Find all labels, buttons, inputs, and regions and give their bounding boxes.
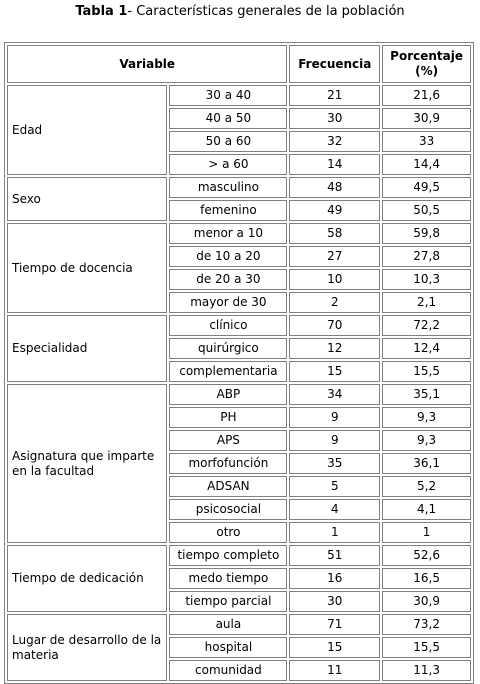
frequency-cell: 10	[289, 269, 380, 290]
category-cell: psicosocial	[169, 499, 287, 520]
category-cell: ABP	[169, 384, 287, 405]
category-cell: > a 60	[169, 154, 287, 175]
percentage-cell: 9,3	[382, 407, 471, 428]
header-variable: Variable	[7, 45, 287, 83]
frequency-cell: 32	[289, 131, 380, 152]
percentage-cell: 30,9	[382, 108, 471, 129]
category-cell: PH	[169, 407, 287, 428]
frequency-cell: 51	[289, 545, 380, 566]
category-cell: comunidad	[169, 660, 287, 681]
frequency-cell: 14	[289, 154, 380, 175]
frequency-cell: 58	[289, 223, 380, 244]
frequency-cell: 34	[289, 384, 380, 405]
table-row	[7, 223, 471, 244]
category-cell: 30 a 40	[169, 85, 287, 106]
category-cell: complementaria	[169, 361, 287, 382]
caption-label: Tabla 1	[75, 4, 128, 19]
percentage-cell: 33	[382, 131, 471, 152]
percentage-cell: 35,1	[382, 384, 471, 405]
table-row	[7, 545, 471, 566]
frequency-cell: 9	[289, 407, 380, 428]
category-cell: APS	[169, 430, 287, 451]
frequency-cell: 4	[289, 499, 380, 520]
category-cell: tiempo parcial	[169, 591, 287, 612]
frequency-cell: 70	[289, 315, 380, 336]
category-cell: femenino	[169, 200, 287, 221]
frequency-cell: 48	[289, 177, 380, 198]
table-body	[7, 85, 471, 681]
percentage-cell: 10,3	[382, 269, 471, 290]
group-name-cell: Sexo	[7, 177, 167, 221]
table-row	[7, 177, 471, 198]
percentage-cell: 36,1	[382, 453, 471, 474]
percentage-cell: 14,4	[382, 154, 471, 175]
table-row	[7, 384, 471, 405]
percentage-cell: 15,5	[382, 637, 471, 658]
percentage-cell: 9,3	[382, 430, 471, 451]
percentage-cell: 59,8	[382, 223, 471, 244]
category-cell: de 10 a 20	[169, 246, 287, 267]
header-porcentaje: Porcentaje (%)	[382, 45, 471, 83]
percentage-cell: 30,9	[382, 591, 471, 612]
frequency-cell: 9	[289, 430, 380, 451]
caption-text: - Características generales de la población	[127, 4, 405, 19]
table-row	[7, 614, 471, 635]
table-row	[7, 85, 471, 106]
category-cell: de 20 a 30	[169, 269, 287, 290]
group-name-cell: Especialidad	[7, 315, 167, 382]
frequency-cell: 15	[289, 637, 380, 658]
category-cell: clínico	[169, 315, 287, 336]
category-cell: 40 a 50	[169, 108, 287, 129]
header-row	[7, 45, 471, 83]
frequency-cell: 30	[289, 108, 380, 129]
category-cell: medo tiempo	[169, 568, 287, 589]
table-caption	[0, 4, 480, 20]
frequency-cell: 5	[289, 476, 380, 497]
group-name-cell: Tiempo de dedicación	[7, 545, 167, 612]
category-cell: morfofunción	[169, 453, 287, 474]
category-cell: 50 a 60	[169, 131, 287, 152]
category-cell: hospital	[169, 637, 287, 658]
group-name-cell: Edad	[7, 85, 167, 175]
percentage-cell: 72,2	[382, 315, 471, 336]
percentage-cell: 21,6	[382, 85, 471, 106]
percentage-cell: 12,4	[382, 338, 471, 359]
frequency-cell: 71	[289, 614, 380, 635]
frequency-cell: 12	[289, 338, 380, 359]
category-cell: aula	[169, 614, 287, 635]
frequency-cell: 11	[289, 660, 380, 681]
category-cell: otro	[169, 522, 287, 543]
percentage-cell: 15,5	[382, 361, 471, 382]
category-cell: ADSAN	[169, 476, 287, 497]
frequency-cell: 16	[289, 568, 380, 589]
percentage-cell: 11,3	[382, 660, 471, 681]
percentage-cell: 2,1	[382, 292, 471, 313]
percentage-cell: 16,5	[382, 568, 471, 589]
percentage-cell: 50,5	[382, 200, 471, 221]
header-frecuencia: Frecuencia	[289, 45, 380, 83]
percentage-cell: 49,5	[382, 177, 471, 198]
percentage-cell: 4,1	[382, 499, 471, 520]
frequency-cell: 27	[289, 246, 380, 267]
group-name-cell: Tiempo de docencia	[7, 223, 167, 313]
group-name-cell: Lugar de desarrollo de la materia	[7, 614, 167, 681]
percentage-cell: 5,2	[382, 476, 471, 497]
frequency-cell: 1	[289, 522, 380, 543]
percentage-cell: 1	[382, 522, 471, 543]
frequency-cell: 49	[289, 200, 380, 221]
frequency-cell: 35	[289, 453, 380, 474]
category-cell: quirúrgico	[169, 338, 287, 359]
percentage-cell: 52,6	[382, 545, 471, 566]
frequency-cell: 30	[289, 591, 380, 612]
frequency-cell: 21	[289, 85, 380, 106]
characteristics-table	[4, 42, 474, 684]
table-row	[7, 315, 471, 336]
frequency-cell: 15	[289, 361, 380, 382]
category-cell: menor a 10	[169, 223, 287, 244]
percentage-cell: 27,8	[382, 246, 471, 267]
percentage-cell: 73,2	[382, 614, 471, 635]
frequency-cell: 2	[289, 292, 380, 313]
category-cell: masculino	[169, 177, 287, 198]
category-cell: tiempo completo	[169, 545, 287, 566]
category-cell: mayor de 30	[169, 292, 287, 313]
group-name-cell: Asignatura que imparte en la facultad	[7, 384, 167, 543]
